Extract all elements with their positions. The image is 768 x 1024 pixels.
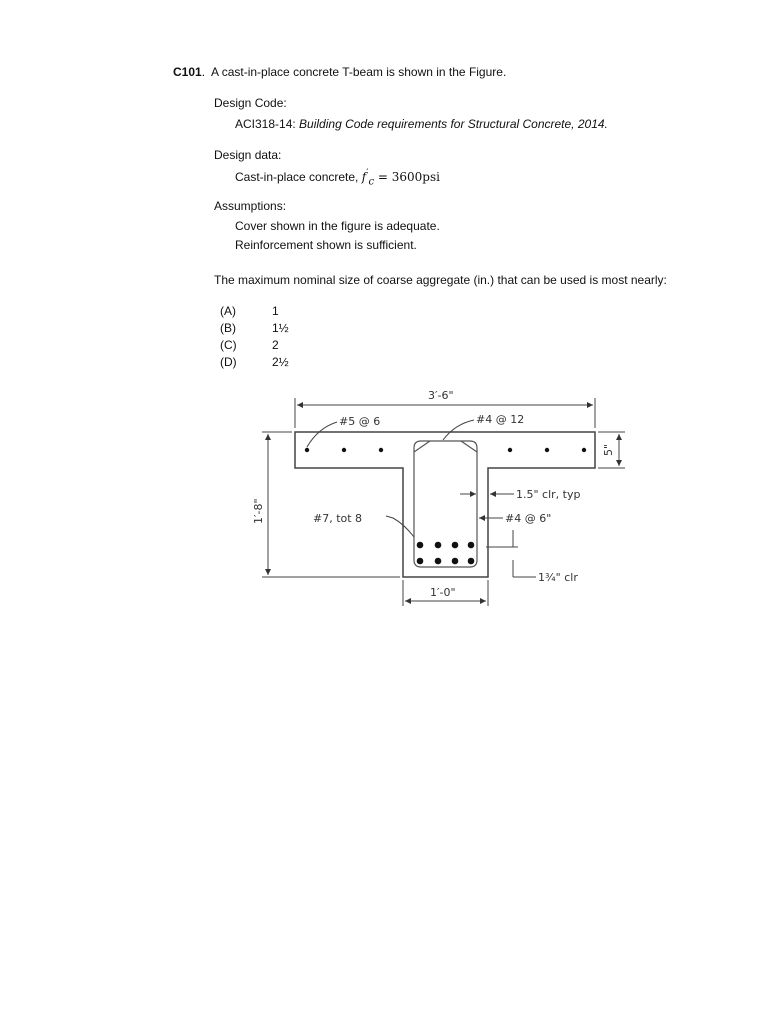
flange-bars-label: #5 @ 6 xyxy=(339,415,381,428)
design-code-id: ACI318-14: xyxy=(235,117,296,131)
side-cover-label: 1.5" clr, typ xyxy=(516,488,581,501)
total-depth-label: 1′-8" xyxy=(252,498,265,524)
main-bar xyxy=(452,542,459,549)
design-code-heading: Design Code: xyxy=(214,96,287,110)
flange-bar xyxy=(342,448,346,452)
flange-bar xyxy=(508,448,512,452)
bottom-cover-label: 1¾" clr xyxy=(538,571,578,584)
web-width-label: 1′-0" xyxy=(430,586,456,599)
main-bar xyxy=(417,558,424,565)
main-bar xyxy=(435,542,442,549)
flange-bar xyxy=(545,448,549,452)
stirrups-top-leader xyxy=(443,420,474,440)
main-bar xyxy=(468,542,475,549)
stirrups-side-label: #4 @ 6" xyxy=(505,512,552,525)
question-text: The maximum nominal size of coarse aggregate (in.) that can be used is most nearly: xyxy=(214,273,667,287)
choice-d: (D) 2½ xyxy=(220,355,289,369)
problem-statement: A cast-in-place concrete T-beam is shown in the Figure. xyxy=(211,65,507,79)
concrete-label: Cast-in-place concrete, xyxy=(235,170,359,184)
stirrups-top-label: #4 @ 12 xyxy=(476,413,525,426)
main-bars xyxy=(417,542,475,565)
main-bars-label: #7, tot 8 xyxy=(313,512,363,525)
flange-bars xyxy=(305,448,586,452)
design-code-title: Building Code requirements for Structural Concrete, 2014. xyxy=(299,117,608,131)
beam-outline xyxy=(295,432,595,577)
design-data-heading: Design data: xyxy=(214,148,282,162)
concrete-strength: $f'_c = 3600psi$ xyxy=(361,168,440,188)
problem-header: C101. A cast-in-place concrete T-beam is shown in the Figure. xyxy=(173,65,507,79)
assumptions-heading: Assumptions: xyxy=(214,199,287,213)
bottom-cover-dimension xyxy=(486,530,536,577)
choice-a: (A) 1 xyxy=(220,304,279,318)
main-bar xyxy=(417,542,424,549)
flange-bar xyxy=(305,448,309,452)
flange-thickness-label: 5" xyxy=(602,443,615,456)
flange-bars-leader xyxy=(307,422,337,447)
main-bar xyxy=(452,558,459,565)
assumption-item-1: Cover shown in the figure is adequate. xyxy=(235,219,440,233)
total-depth-dimension xyxy=(262,432,400,577)
flange-width-label: 3′-6" xyxy=(428,389,454,402)
main-bars-leader xyxy=(386,516,414,537)
problem-number: C101 xyxy=(173,65,202,79)
choice-c: (C) 2 xyxy=(220,338,279,352)
flange-bar xyxy=(379,448,383,452)
stirrup xyxy=(414,441,477,567)
flange-bar xyxy=(582,448,586,452)
choice-b: (B) 1½ xyxy=(220,321,289,335)
main-bar xyxy=(468,558,475,565)
assumption-item-2: Reinforcement shown is sufficient. xyxy=(235,238,417,252)
main-bar xyxy=(435,558,442,565)
